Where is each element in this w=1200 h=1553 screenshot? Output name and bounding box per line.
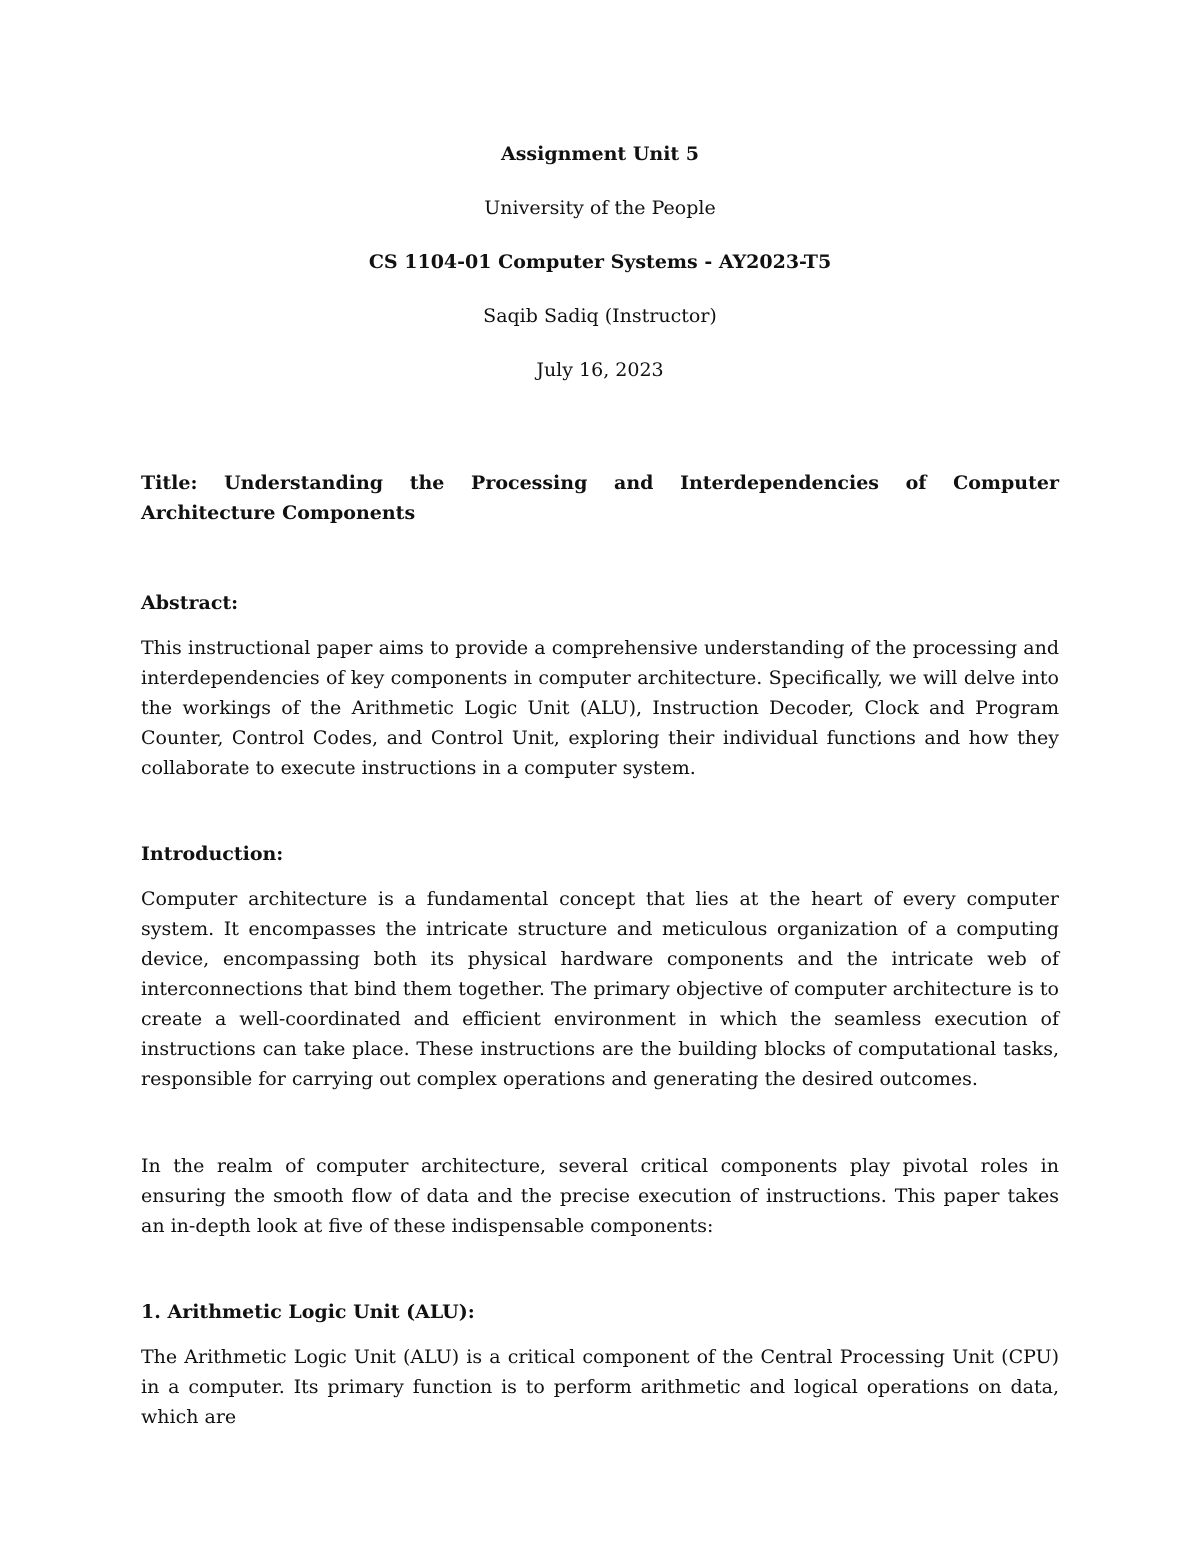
submission-date: July 16, 2023: [536, 359, 664, 381]
abstract-heading: Abstract:: [141, 592, 239, 614]
alu-heading: 1. Arithmetic Logic Unit (ALU):: [141, 1301, 475, 1323]
alu-text: The Arithmetic Logic Unit (ALU) is a critical component of the Central Processing Unit (CPU) in a computer. Its primary function is to perform arithmetic and logical operations on data, which are: [141, 1346, 1059, 1428]
paper-title-text: Title: Understanding the Processing and Interdependencies of Computer Architecture Components: [141, 472, 1059, 524]
alu-section: [141, 1297, 1059, 1432]
paper-title: [141, 468, 1059, 528]
introduction-paragraph-2: In the realm of computer architecture, several critical components play pivotal roles in ensuring the smooth flow of data and the precise execution of instructions. This paper takes an in-depth look at five of these indispensable components:: [141, 1155, 1059, 1237]
abstract-text: This instructional paper aims to provide a comprehensive understanding of the processing and interdependencies of key components in computer architecture. Specifically, we will delve into the workings of the Arithmetic Logic Unit (ALU), Instruction Decoder, Clock and Program Counter, Control Codes, and Control Unit, exploring their individual functions and how they collaborate to execute instructions in a computer system.: [141, 637, 1059, 779]
introduction-section: [141, 839, 1059, 1241]
abstract-section: [141, 588, 1059, 783]
assignment-title: Assignment Unit 5: [500, 143, 700, 165]
instructor-name: Saqib Sadiq (Instructor): [483, 305, 717, 327]
course-name: CS 1104-01 Computer Systems - AY2023-T5: [368, 251, 832, 273]
introduction-heading: Introduction:: [141, 843, 284, 865]
introduction-paragraph-1: Computer architecture is a fundamental concept that lies at the heart of every computer system. It encompasses the intricate structure and meticulous organization of a computing device, encompassing both its physical hardware components and the intricate web of interconnections that bind them together. The primary objective of computer architecture is to create a well-coordinated and efficient environment in which the seamless execution of instructions can take place. These instructions are the building blocks of computational tasks, responsible for carrying out complex operations and generating the desired outcomes.: [141, 888, 1059, 1090]
cover-block: [0, 140, 1200, 410]
university-name: University of the People: [484, 197, 716, 219]
